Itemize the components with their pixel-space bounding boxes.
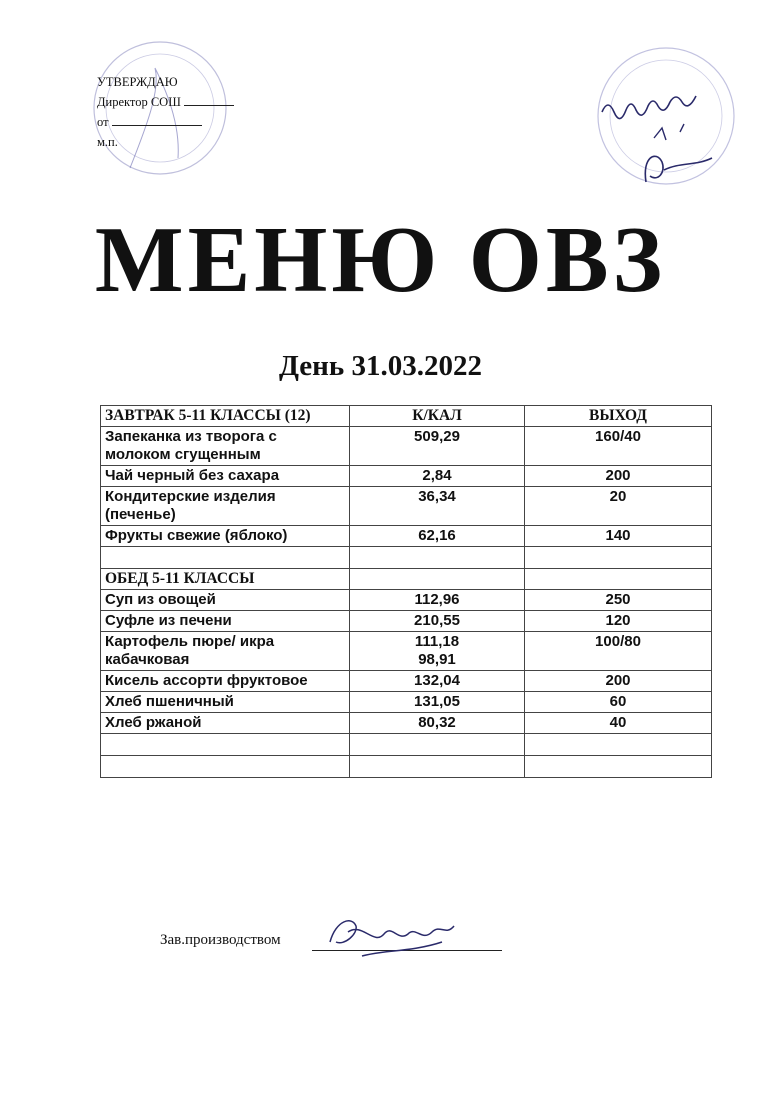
menu-date: День 31.03.2022	[279, 350, 482, 382]
dish-name: Кисель ассорти фруктовое	[101, 671, 350, 692]
dish-output: 100/80	[525, 632, 712, 671]
dish-output: 250	[525, 590, 712, 611]
page-title: МЕНЮ ОВЗ	[94, 208, 667, 312]
table-row	[101, 427, 712, 466]
dish-name: Хлеб ржаной	[101, 713, 350, 734]
table-row	[101, 590, 712, 611]
dish-name: Хлеб пшеничный	[101, 692, 350, 713]
dish-name: Кондитерские изделия (печенье)	[101, 487, 350, 526]
dish-kcal: 132,04	[350, 671, 525, 692]
table-row	[101, 466, 712, 487]
production-head-label: Зав.производством	[160, 932, 281, 948]
menu-table	[100, 405, 712, 778]
approval-heading: УТВЕРЖДАЮ	[97, 75, 178, 89]
dish-kcal: 2,84	[350, 466, 525, 487]
dish-output: 20	[525, 487, 712, 526]
table-row	[101, 487, 712, 526]
header-meal: ЗАВТРАК 5-11 КЛАССЫ (12)	[101, 406, 350, 427]
dish-name: Суфле из печени	[101, 611, 350, 632]
approval-date-label: от	[97, 115, 109, 129]
table-row-empty	[101, 756, 712, 778]
dish-output: 120	[525, 611, 712, 632]
table-row	[101, 526, 712, 547]
dish-output: 60	[525, 692, 712, 713]
section-lunch-label: ОБЕД 5-11 КЛАССЫ	[101, 569, 350, 590]
dish-kcal-second: 98,91	[418, 651, 456, 668]
table-row-empty	[101, 734, 712, 756]
dish-kcal: 111,18	[414, 633, 460, 650]
dish-output: 200	[525, 671, 712, 692]
dish-kcal: 509,29	[350, 427, 525, 466]
table-row	[101, 692, 712, 713]
dish-kcal: 210,55	[350, 611, 525, 632]
table-row-empty	[101, 547, 712, 569]
dish-kcal: 112,96	[350, 590, 525, 611]
table-row	[101, 611, 712, 632]
director-stamp-signature	[584, 42, 746, 192]
dish-name: Запеканка из творога с молоком сгущенным	[101, 427, 350, 466]
table-row	[101, 713, 712, 734]
production-head-signature	[322, 912, 462, 962]
dish-kcal: 36,34	[350, 487, 525, 526]
table-row	[101, 632, 712, 671]
dish-name: Суп из овощей	[101, 590, 350, 611]
date-line	[112, 113, 202, 126]
signature-line	[184, 93, 234, 106]
dish-kcal: 80,32	[350, 713, 525, 734]
header-output: ВЫХОД	[525, 406, 712, 427]
approval-director-label: Директор СОШ	[97, 95, 181, 109]
dish-name: Фрукты свежие (яблоко)	[101, 526, 350, 547]
dish-output: 200	[525, 466, 712, 487]
dish-name: Чай черный без сахара	[101, 466, 350, 487]
section-header-row	[101, 569, 712, 590]
dish-name: Картофель пюре/ икра кабачковая	[101, 632, 350, 671]
approval-seal-label: м.п.	[97, 135, 118, 149]
production-head-block	[160, 932, 281, 949]
dish-kcal: 62,16	[350, 526, 525, 547]
dish-output: 140	[525, 526, 712, 547]
table-row	[101, 671, 712, 692]
dish-kcal: 131,05	[350, 692, 525, 713]
header-kcal: К/КАЛ	[350, 406, 525, 427]
dish-output: 160/40	[525, 427, 712, 466]
approval-block	[97, 72, 257, 152]
dish-output: 40	[525, 713, 712, 734]
table-header-row	[101, 406, 712, 427]
